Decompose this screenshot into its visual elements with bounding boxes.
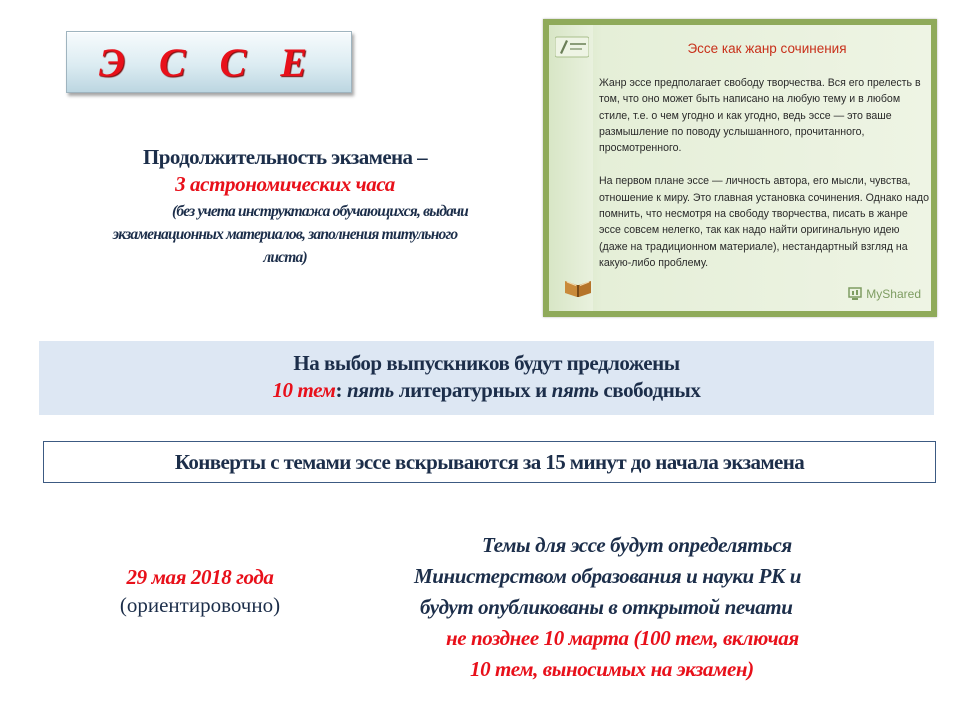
literary-count: пять bbox=[347, 378, 394, 402]
choice-separator: : bbox=[335, 378, 347, 402]
reference-slide-paragraph: На первом плане эссе — личность автора, его мысли, чувства, отношение к миру. Это главная установка сочинения. Однако надо помнить, что несмотря на свободу творчества, писать в жанре эссе совсем нелегко, так как надо найти оригинальную идею (даже на традиционном материале), нестандартный взгляд на какую-либо проблему. bbox=[599, 175, 930, 269]
reference-slide-paragraph: Жанр эссе предполагает свободу творчества. Вся его прелесть в том, что оно может быть написано на любую тему и в любом стиле, т.е. о чем угодно и как угодно, ведь эссе — это ваше размышление по поводу услышанного, прочитанного, просмотренного. bbox=[599, 77, 921, 155]
duration-hours: 3 астрономических часа bbox=[175, 172, 395, 196]
duration-note-line: листа) bbox=[263, 249, 307, 266]
exam-date: 29 мая 2018 года bbox=[126, 565, 274, 589]
topics-line: Министерством образования и науки РК и bbox=[414, 564, 802, 588]
reference-slide-heading: Эссе как жанр сочинения bbox=[687, 41, 847, 56]
reference-slide-sidebar bbox=[549, 25, 593, 311]
topics-line: Темы для эссе будут определяться bbox=[482, 533, 792, 557]
duration-note-line: экзаменационных материалов, заполнения титульного bbox=[112, 226, 458, 243]
duration-heading: Продолжительность экзамена – bbox=[143, 145, 427, 169]
topic-count: 10 тем bbox=[272, 378, 336, 402]
myshared-logo-icon bbox=[848, 287, 862, 301]
envelope-text: Конверты с темами эссе вскрываются за 15 минут до начала экзамена bbox=[174, 449, 805, 474]
page-title: Э С С Е bbox=[98, 39, 320, 85]
free-count: пять bbox=[551, 378, 599, 402]
choice-end-text: свободных bbox=[598, 378, 701, 402]
reference-slide-content bbox=[549, 25, 931, 311]
book-icon bbox=[563, 273, 593, 299]
duration-note-line: (без учета инструктажа обучающихся, выдачи bbox=[171, 203, 469, 220]
duration-note bbox=[40, 200, 530, 269]
duration-block bbox=[40, 145, 530, 269]
watermark bbox=[848, 287, 921, 301]
pen-logo-icon bbox=[555, 35, 589, 59]
choice-band bbox=[39, 341, 934, 415]
exam-date-note: (ориентировочно) bbox=[119, 593, 281, 617]
choice-middle-text: литературных и bbox=[393, 378, 552, 402]
choice-heading: На выбор выпускников будут предложены bbox=[293, 351, 680, 375]
topics-deadline-line: 10 тем, выносимых на экзамен) bbox=[470, 657, 754, 681]
watermark-text: MyShared bbox=[866, 287, 921, 301]
choice-details bbox=[39, 378, 934, 403]
topics-deadline-line: не позднее 10 марта (100 тем, включая bbox=[446, 626, 799, 650]
topics-block bbox=[398, 530, 943, 685]
reference-slide-body bbox=[599, 75, 929, 288]
topics-line: будут опубликованы в открытой печати bbox=[420, 595, 793, 619]
title-box bbox=[66, 31, 352, 93]
exam-date-block bbox=[60, 565, 340, 618]
reference-slide-image bbox=[543, 19, 937, 317]
envelope-box bbox=[43, 441, 936, 483]
